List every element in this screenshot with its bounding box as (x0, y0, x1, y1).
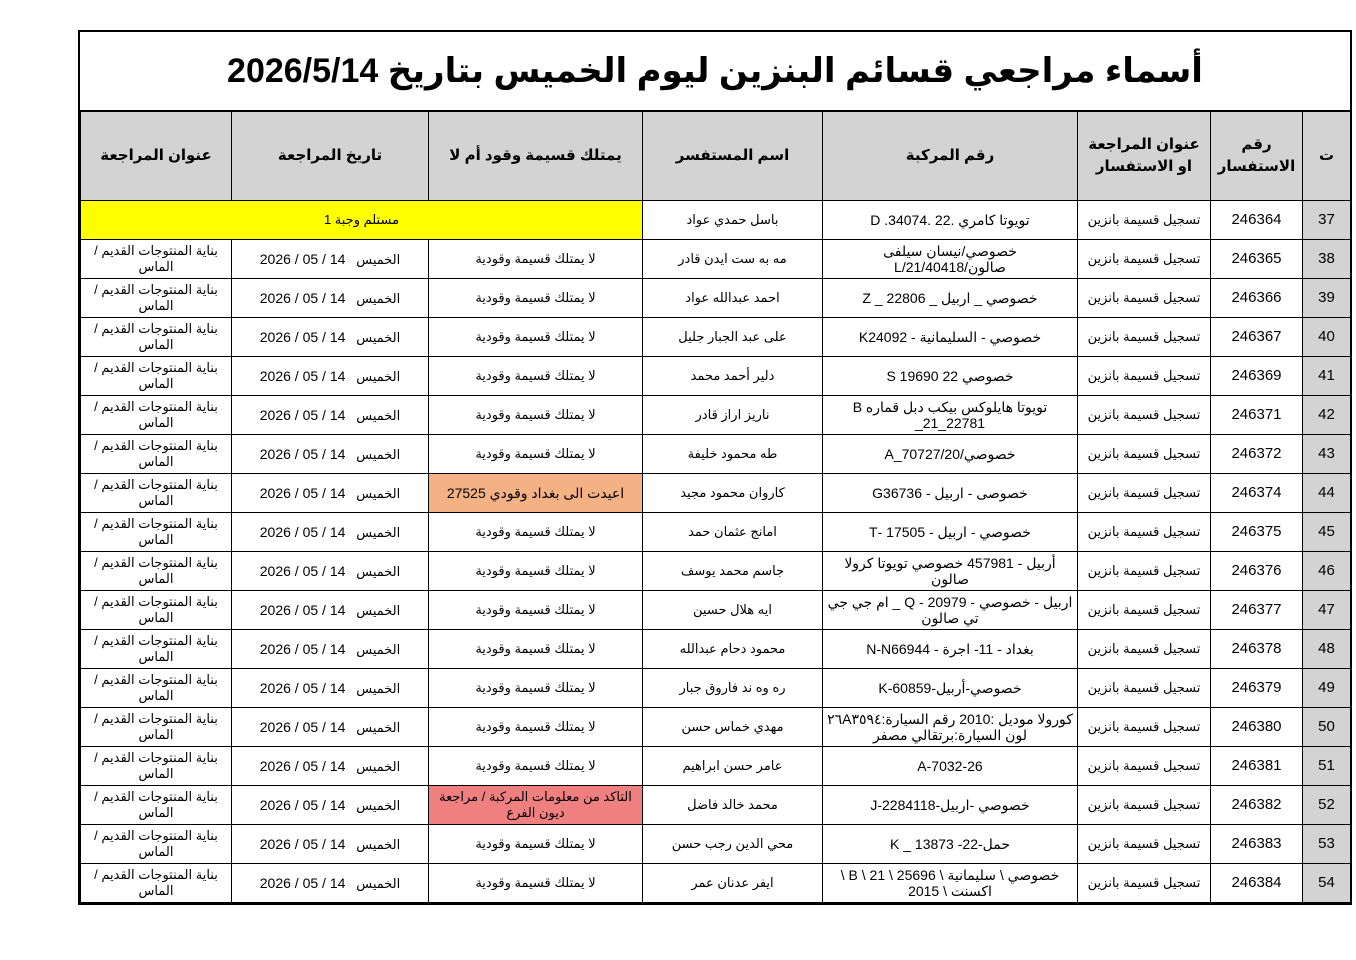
row-seq: 40 (1303, 318, 1351, 357)
row-request-no: 246372 (1211, 435, 1303, 474)
row-name: عامر حسن ابراهيم (643, 747, 823, 786)
row-seq: 44 (1303, 474, 1351, 513)
row-date (232, 825, 429, 864)
row-address: بناية المنتوجات القديم / الماس (81, 591, 232, 630)
row-subject: تسجيل قسيمة بانزين (1078, 825, 1211, 864)
row-date (232, 318, 429, 357)
row-request-no: 246384 (1211, 864, 1303, 903)
row-day: الخميس (356, 290, 401, 306)
row-date (232, 786, 429, 825)
table-row (81, 591, 1351, 630)
row-request-no: 246375 (1211, 513, 1303, 552)
row-date (232, 279, 429, 318)
header-has-coupon: يمتلك قسيمة وقود أم لا (429, 112, 643, 201)
row-seq: 38 (1303, 240, 1351, 279)
row-address: بناية المنتوجات القديم / الماس (81, 708, 232, 747)
row-status: لا يمتلك قسيمة وقودية (429, 669, 643, 708)
row-address: بناية المنتوجات القديم / الماس (81, 669, 232, 708)
table-row (81, 279, 1351, 318)
header-date: تاريخ المراجعة (232, 112, 429, 201)
row-plate: كورولا موديل :2010 رقم السيارة:٢٦A٣٥٩٤ لون السيارة:برتقالي مصفر (823, 708, 1078, 747)
row-status: لا يمتلك قسيمة وقودية (429, 552, 643, 591)
row-seq: 39 (1303, 279, 1351, 318)
row-day: الخميس (356, 485, 401, 501)
row-plate: خصوصي 22 S 19690 (823, 357, 1078, 396)
row-name: باسل حمدي عواد (643, 201, 823, 240)
row-date (232, 474, 429, 513)
row-status: اعيدت الى بغداد وقودي 27525 (429, 474, 643, 513)
row-name: امانج عثمان حمد (643, 513, 823, 552)
row-date-value: 2026 / 05 / 14 (259, 523, 346, 540)
row-address: بناية المنتوجات القديم / الماس (81, 552, 232, 591)
row-address: بناية المنتوجات القديم / الماس (81, 864, 232, 903)
row-plate: تويوتا كامري .22 .D .34074 (823, 201, 1078, 240)
applicants-table (80, 111, 1351, 903)
row-subject: تسجيل قسيمة بانزين (1078, 669, 1211, 708)
row-date (232, 708, 429, 747)
row-date-value: 2026 / 05 / 14 (259, 406, 346, 423)
header-address: عنوان المراجعة (81, 112, 232, 201)
row-day: الخميس (356, 875, 401, 891)
row-seq: 49 (1303, 669, 1351, 708)
row-plate: خصوصي -اربيل-2284118-J (823, 786, 1078, 825)
row-day: الخميس (356, 797, 401, 813)
row-subject: تسجيل قسيمة بانزين (1078, 240, 1211, 279)
row-address: بناية المنتوجات القديم / الماس (81, 357, 232, 396)
row-request-no: 246369 (1211, 357, 1303, 396)
row-address: بناية المنتوجات القديم / الماس (81, 747, 232, 786)
header-request-no: رقم الاستفسار (1211, 112, 1303, 201)
row-address: بناية المنتوجات القديم / الماس (81, 825, 232, 864)
row-day: الخميس (356, 719, 401, 735)
row-subject: تسجيل قسيمة بانزين (1078, 201, 1211, 240)
row-name: مه به ست ايدن قادر (643, 240, 823, 279)
table-body (81, 201, 1351, 903)
row-date (232, 396, 429, 435)
page-title: أسماء مراجعي قسائم البنزين ليوم الخميس بتاريخ 2026/5/14 (80, 32, 1350, 111)
row-plate: حمل-22- 13873 _ K (823, 825, 1078, 864)
row-seq: 41 (1303, 357, 1351, 396)
row-plate: تويوتا هايلوكس بيكب دبل قماره B _21_22781 (823, 396, 1078, 435)
row-date-value: 2026 / 05 / 14 (259, 250, 346, 267)
row-request-no: 246371 (1211, 396, 1303, 435)
row-name: ره وه ند فاروق جبار (643, 669, 823, 708)
row-subject: تسجيل قسيمة بانزين (1078, 786, 1211, 825)
row-status: لا يمتلك قسيمة وقودية (429, 708, 643, 747)
row-request-no: 246378 (1211, 630, 1303, 669)
row-day: الخميس (356, 251, 401, 267)
row-plate: خصوصي - اربيل - 17505 -T (823, 513, 1078, 552)
row-name: محمود دحام عبدالله (643, 630, 823, 669)
row-subject: تسجيل قسيمة بانزين (1078, 396, 1211, 435)
row-date (232, 552, 429, 591)
row-status: لا يمتلك قسيمة وقودية (429, 513, 643, 552)
row-day: الخميس (356, 446, 401, 462)
row-date (232, 240, 429, 279)
row-day: الخميس (356, 641, 401, 657)
row-date-value: 2026 / 05 / 14 (259, 640, 346, 657)
row-status: لا يمتلك قسيمة وقودية (429, 630, 643, 669)
row-status: لا يمتلك قسيمة وقودية (429, 357, 643, 396)
row-subject: تسجيل قسيمة بانزين (1078, 552, 1211, 591)
row-subject: تسجيل قسيمة بانزين (1078, 357, 1211, 396)
row-date-value: 2026 / 05 / 14 (259, 484, 346, 501)
row-date (232, 357, 429, 396)
row-subject: تسجيل قسيمة بانزين (1078, 513, 1211, 552)
row-subject: تسجيل قسيمة بانزين (1078, 630, 1211, 669)
row-status: مستلم وجبة 1 (81, 201, 643, 240)
row-address: بناية المنتوجات القديم / الماس (81, 396, 232, 435)
row-subject: تسجيل قسيمة بانزين (1078, 435, 1211, 474)
row-request-no: 246381 (1211, 747, 1303, 786)
row-name: ناريز اراز قادر (643, 396, 823, 435)
row-status: لا يمتلك قسيمة وقودية (429, 747, 643, 786)
row-status: لا يمتلك قسيمة وقودية (429, 591, 643, 630)
row-name: دلير أحمد محمد (643, 357, 823, 396)
row-request-no: 246367 (1211, 318, 1303, 357)
header-subject: عنوان المراجعة او الاستفسار (1078, 112, 1211, 201)
row-seq: 53 (1303, 825, 1351, 864)
row-status: لا يمتلك قسيمة وقودية (429, 825, 643, 864)
table-row (81, 201, 1351, 240)
row-status: التاكد من معلومات المركبة / مراجعة ديون الفرع (429, 786, 643, 825)
table-row (81, 747, 1351, 786)
row-subject: تسجيل قسيمة بانزين (1078, 318, 1211, 357)
row-day: الخميس (356, 407, 401, 423)
row-day: الخميس (356, 368, 401, 384)
row-plate: 26-A-7032 (823, 747, 1078, 786)
table-row (81, 630, 1351, 669)
row-request-no: 246382 (1211, 786, 1303, 825)
row-subject: تسجيل قسيمة بانزين (1078, 474, 1211, 513)
row-address: بناية المنتوجات القديم / الماس (81, 786, 232, 825)
table-row (81, 669, 1351, 708)
header-seq: ت (1303, 112, 1351, 201)
row-day: الخميس (356, 329, 401, 345)
table-row (81, 357, 1351, 396)
row-date-value: 2026 / 05 / 14 (259, 835, 346, 852)
table-row (81, 474, 1351, 513)
table-row (81, 318, 1351, 357)
row-date-value: 2026 / 05 / 14 (259, 874, 346, 891)
table-row (81, 513, 1351, 552)
row-date (232, 513, 429, 552)
row-status: لا يمتلك قسيمة وقودية (429, 240, 643, 279)
row-seq: 51 (1303, 747, 1351, 786)
row-subject: تسجيل قسيمة بانزين (1078, 591, 1211, 630)
row-plate: أربيل - 457981 خصوصي تويوتا كرولا صالون (823, 552, 1078, 591)
row-name: محمد خالد فاضل (643, 786, 823, 825)
header-plate: رقم المركبة (823, 112, 1078, 201)
spreadsheet (78, 30, 1352, 905)
row-status: لا يمتلك قسيمة وقودية (429, 279, 643, 318)
table-header-row (81, 112, 1351, 201)
row-status: لا يمتلك قسيمة وقودية (429, 864, 643, 903)
row-status: لا يمتلك قسيمة وقودية (429, 396, 643, 435)
row-subject: تسجيل قسيمة بانزين (1078, 279, 1211, 318)
table-row (81, 864, 1351, 903)
row-date (232, 591, 429, 630)
row-plate: خصوصى - اربيل - G36736 (823, 474, 1078, 513)
row-request-no: 246365 (1211, 240, 1303, 279)
row-date-value: 2026 / 05 / 14 (259, 328, 346, 345)
row-name: احمد عبدالله عواد (643, 279, 823, 318)
row-plate: خصوصي-أربيل-K-60859 (823, 669, 1078, 708)
table-row (81, 396, 1351, 435)
row-address: بناية المنتوجات القديم / الماس (81, 240, 232, 279)
row-address: بناية المنتوجات القديم / الماس (81, 318, 232, 357)
row-name: مهدي خماس حسن (643, 708, 823, 747)
row-seq: 43 (1303, 435, 1351, 474)
row-date (232, 669, 429, 708)
row-request-no: 246366 (1211, 279, 1303, 318)
row-date-value: 2026 / 05 / 14 (259, 796, 346, 813)
row-day: الخميس (356, 563, 401, 579)
row-status: لا يمتلك قسيمة وقودية (429, 318, 643, 357)
row-seq: 50 (1303, 708, 1351, 747)
row-date (232, 864, 429, 903)
row-subject: تسجيل قسيمة بانزين (1078, 747, 1211, 786)
row-name: محي الدين رجب حسن (643, 825, 823, 864)
row-date-value: 2026 / 05 / 14 (259, 757, 346, 774)
row-name: كاروان محمود مجيد (643, 474, 823, 513)
row-day: الخميس (356, 680, 401, 696)
table-row (81, 825, 1351, 864)
row-name: ايفر عدنان عمر (643, 864, 823, 903)
row-seq: 54 (1303, 864, 1351, 903)
row-date (232, 747, 429, 786)
row-plate: اربيل - خصوصي - 20979 - Q _ ام جي جي تي صالون (823, 591, 1078, 630)
row-seq: 45 (1303, 513, 1351, 552)
row-request-no: 246376 (1211, 552, 1303, 591)
row-address: بناية المنتوجات القديم / الماس (81, 474, 232, 513)
row-request-no: 246379 (1211, 669, 1303, 708)
row-date-value: 2026 / 05 / 14 (259, 679, 346, 696)
row-request-no: 246364 (1211, 201, 1303, 240)
row-address: بناية المنتوجات القديم / الماس (81, 435, 232, 474)
table-row (81, 240, 1351, 279)
row-plate: خصوصي \ سليمانية \ 25696 \ 21 \ B \ اكسنت \ 2015 (823, 864, 1078, 903)
row-date-value: 2026 / 05 / 14 (259, 562, 346, 579)
row-day: الخميس (356, 836, 401, 852)
row-day: الخميس (356, 524, 401, 540)
row-plate: خصوصي - السليمانية - K24092 (823, 318, 1078, 357)
table-row (81, 552, 1351, 591)
row-date (232, 435, 429, 474)
row-day: الخميس (356, 602, 401, 618)
row-seq: 47 (1303, 591, 1351, 630)
row-plate: خصوصي/A_70727/20 (823, 435, 1078, 474)
row-subject: تسجيل قسيمة بانزين (1078, 864, 1211, 903)
row-day: الخميس (356, 758, 401, 774)
row-request-no: 246377 (1211, 591, 1303, 630)
row-date-value: 2026 / 05 / 14 (259, 718, 346, 735)
row-seq: 37 (1303, 201, 1351, 240)
row-request-no: 246383 (1211, 825, 1303, 864)
row-request-no: 246374 (1211, 474, 1303, 513)
header-name: اسم المستفسر (643, 112, 823, 201)
row-name: جاسم محمد يوسف (643, 552, 823, 591)
row-name: على عبد الجبار جليل (643, 318, 823, 357)
row-seq: 46 (1303, 552, 1351, 591)
row-plate: خصوصي _ اربيل _ 22806 _ Z (823, 279, 1078, 318)
row-date-value: 2026 / 05 / 14 (259, 289, 346, 306)
table-row (81, 708, 1351, 747)
row-seq: 42 (1303, 396, 1351, 435)
row-address: بناية المنتوجات القديم / الماس (81, 630, 232, 669)
row-date-value: 2026 / 05 / 14 (259, 367, 346, 384)
row-status: لا يمتلك قسيمة وقودية (429, 435, 643, 474)
row-date (232, 630, 429, 669)
table-row (81, 786, 1351, 825)
row-address: بناية المنتوجات القديم / الماس (81, 279, 232, 318)
row-seq: 48 (1303, 630, 1351, 669)
row-plate: بغداد - 11- اجرة - N-N66944 (823, 630, 1078, 669)
row-name: طه محمود خليفة (643, 435, 823, 474)
table-row (81, 435, 1351, 474)
row-plate: خصوصي/نيسان سيلفى صالون/40418/L/21 (823, 240, 1078, 279)
row-request-no: 246380 (1211, 708, 1303, 747)
row-name: ايه هلال حسين (643, 591, 823, 630)
row-subject: تسجيل قسيمة بانزين (1078, 708, 1211, 747)
row-date-value: 2026 / 05 / 14 (259, 601, 346, 618)
row-address: بناية المنتوجات القديم / الماس (81, 513, 232, 552)
row-date-value: 2026 / 05 / 14 (259, 445, 346, 462)
row-seq: 52 (1303, 786, 1351, 825)
